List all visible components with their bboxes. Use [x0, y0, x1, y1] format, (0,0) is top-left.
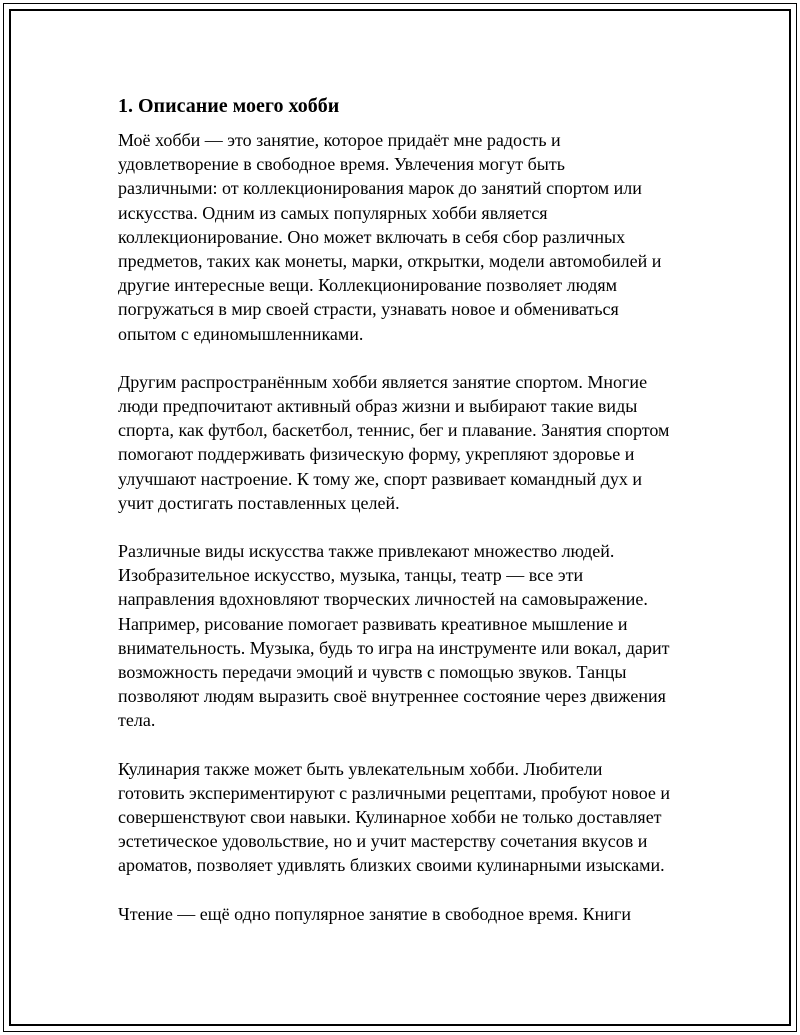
- paragraph-sport: [118, 370, 688, 515]
- text-line: готовить экспериментируют с различными рецептами, пробуют новое и: [118, 782, 671, 803]
- text-line: Например, рисование помогает развивать креативное мышление и: [118, 613, 628, 634]
- text-line: другие интересные вещи. Коллекционирование позволяет людям: [118, 275, 618, 296]
- paragraph-collecting: [118, 128, 688, 346]
- text-line: Кулинария также может быть увлекательным хобби. Любители: [118, 758, 603, 779]
- text-line: опытом с единомышленниками.: [118, 323, 364, 344]
- text-line: спорта, как футбол, баскетбол, теннис, бег и плавание. Занятия спортом: [118, 420, 670, 441]
- text-line: искусства. Одним из самых популярных хобби является: [118, 202, 548, 223]
- section-title: 1. Описание моего хобби: [118, 95, 340, 117]
- text-line: направления вдохновляют творческих личностей на самовыражение.: [118, 589, 648, 610]
- text-line: различными: от коллекционирования марок до занятий спортом или: [118, 178, 642, 199]
- text-line: внимательность. Музыка, будь то игра на инструменте или вокал, дарит: [118, 637, 670, 658]
- text-line: тела.: [118, 710, 156, 731]
- text-line: Изобразительное искусство, музыка, танцы, театр — все эти: [118, 565, 584, 586]
- paragraph-reading: [118, 902, 688, 926]
- text-line: Другим распространённым хобби является занятие спортом. Многие: [118, 371, 648, 392]
- text-line: возможность передачи эмоций и чувств с помощью звуков. Танцы: [118, 662, 627, 683]
- text-line: эстетическое удовольствие, но и учит мастерству сочетания вкусов и: [118, 831, 648, 852]
- text-line: Различные виды искусства также привлекают множество людей.: [118, 541, 615, 562]
- paragraph-art: [118, 539, 688, 733]
- document-page: [118, 94, 688, 950]
- text-line: погружаться в мир своей страсти, узнавать новое и обмениваться: [118, 299, 619, 320]
- text-line: помогают поддерживать физическую форму, укрепляют здоровье и: [118, 444, 635, 465]
- text-line: Чтение — ещё одно популярное занятие в свободное время. Книги: [118, 903, 631, 924]
- text-line: Моё хобби — это занятие, которое придаёт мне радость и: [118, 130, 561, 150]
- text-line: удовлетворение в свободное время. Увлечения могут быть: [118, 154, 565, 175]
- text-line: совершенствуют свои навыки. Кулинарное хобби не только доставляет: [118, 807, 662, 828]
- text-line: улучшают настроение. К тому же, спорт развивает командный дух и: [118, 468, 642, 489]
- text-line: позволяют людям выразить своё внутреннее состояние через движения: [118, 686, 666, 707]
- text-line: учит достигать поставленных целей.: [118, 492, 400, 513]
- text-line: коллекционирование. Оно может включать в себя сбор различных: [118, 226, 626, 247]
- text-line: люди предпочитают активный образ жизни и выбирают такие виды: [118, 396, 638, 417]
- text-line: ароматов, позволяет удивлять близких своими кулинарными изысками.: [118, 855, 665, 876]
- text-line: предметов, таких как монеты, марки, открытки, модели автомобилей и: [118, 251, 662, 272]
- paragraph-cooking: [118, 757, 688, 878]
